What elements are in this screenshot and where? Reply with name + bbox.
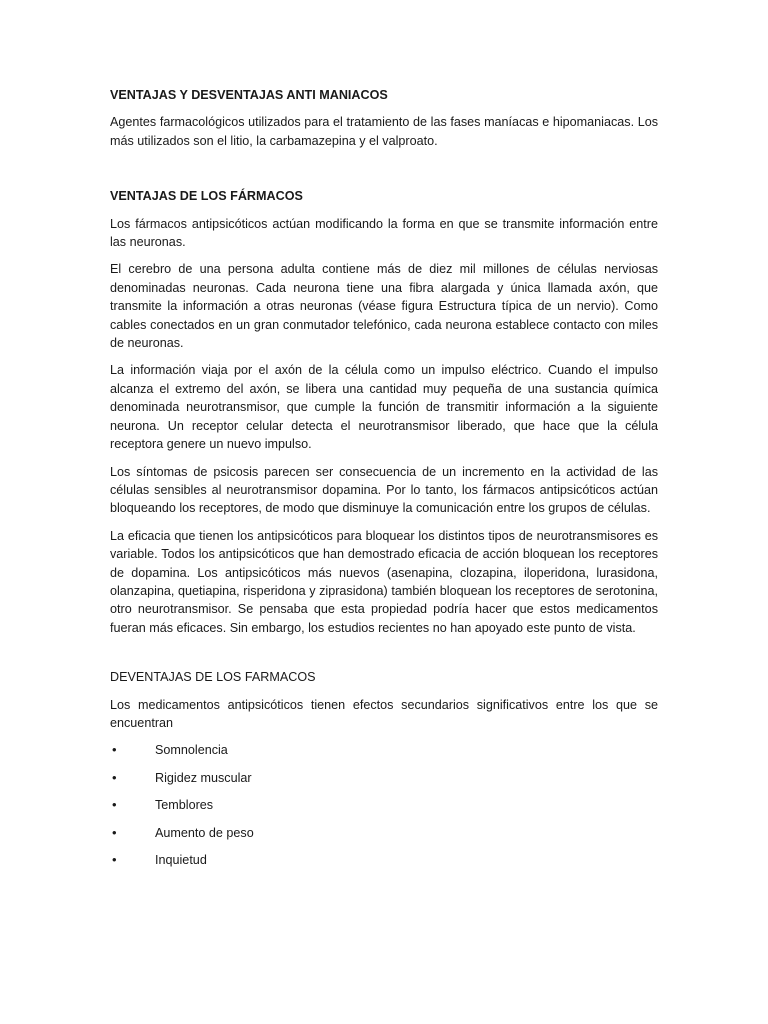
paragraph-intro: Agentes farmacológicos utilizados para el tratamiento de las fases maníacas e hipomaniacas. Los más utilizados son el litio, la carbamazepina y el valproato. <box>110 115 658 148</box>
bullet-icon: • <box>112 769 117 785</box>
paragraph-desventajas-intro: Los medicamentos antipsicóticos tienen efectos secundarios significativos entre los que se encuentran <box>110 697 658 730</box>
bullet-icon: • <box>112 824 117 840</box>
list-item <box>110 851 658 869</box>
bullet-icon: • <box>112 742 117 758</box>
bullet-icon: • <box>112 851 117 867</box>
list-item-label: Rigidez muscular <box>155 770 252 785</box>
list-item-label: Inquietud <box>155 852 207 867</box>
list-item-label: Aumento de peso <box>155 825 254 840</box>
spacer <box>110 646 658 668</box>
paragraph-ventajas-4: Los síntomas de psicosis parecen ser consecuencia de un incremento en la actividad de las células sensibles al neurotransmisor dopamina. Por lo tanto, los fármacos antipsicóticos actúan bloqueando los receptores, de modo que disminuye la comunicación entre los grupos de células. <box>110 464 658 516</box>
paragraph-ventajas-1: Los fármacos antipsicóticos actúan modificando la forma en que se transmite información entre las neuronas. <box>110 216 658 250</box>
spacer <box>110 159 658 187</box>
heading-ventajas-desventajas: VENTAJAS Y DESVENTAJAS ANTI MANIACOS <box>110 88 388 102</box>
list-item <box>110 824 658 842</box>
list-item <box>110 796 658 814</box>
paragraph-ventajas-3: La información viaja por el axón de la célula como un impulso eléctrico. Cuando el impulso alcanza el extremo del axón, se libera una cantidad muy pequeña de una sustancia química denominada neurotransmisor, que cumple la función de transmitir información a la siguiente neurona. Un receptor celular detecta el neurotransmisor liberado, que hace que la célula receptora genere un nuevo impulso. <box>110 363 658 452</box>
list-item <box>110 769 658 787</box>
paragraph-ventajas-2: El cerebro de una persona adulta contiene más de diez mil millones de células nerviosas denominadas neuronas. Cada neurona tiene una fibra alargada y única llamada axón, que transmite la información a otras neuronas (véase figura Estructura típica de un nervio). Como cables conectados en un gran conmutador telefónico, cada neurona establece contacto con miles de neuronas. <box>110 262 658 351</box>
list-item-label: Temblores <box>155 798 214 813</box>
side-effects-list <box>110 741 658 869</box>
document-page <box>110 86 658 878</box>
list-item <box>110 741 658 759</box>
bullet-icon: • <box>112 797 117 813</box>
heading-ventajas-farmacos: VENTAJAS DE LOS FÁRMACOS <box>110 189 303 204</box>
list-item-label: Somnolencia <box>155 743 228 758</box>
heading-desventajas-farmacos: DEVENTAJAS DE LOS FARMACOS <box>110 670 316 685</box>
paragraph-ventajas-5: La eficacia que tienen los antipsicóticos para bloquear los distintos tipos de neurotransmisores es variable. Todos los antipsicóticos que han demostrado eficacia de acción bloquean los receptores de dopamina. Los antipsicóticos más nuevos (asenapina, clozapina, iloperidona, lurasidona, olanzapina, quetiapina, risperidona y ziprasidona) también bloquean los receptores de serotonina, otro neurotransmisor. Se pensaba que esta propiedad podría hacer que estos medicamentos fueran más eficaces. Sin embargo, los estudios recientes no han apoyado este punto de vista. <box>110 528 658 635</box>
